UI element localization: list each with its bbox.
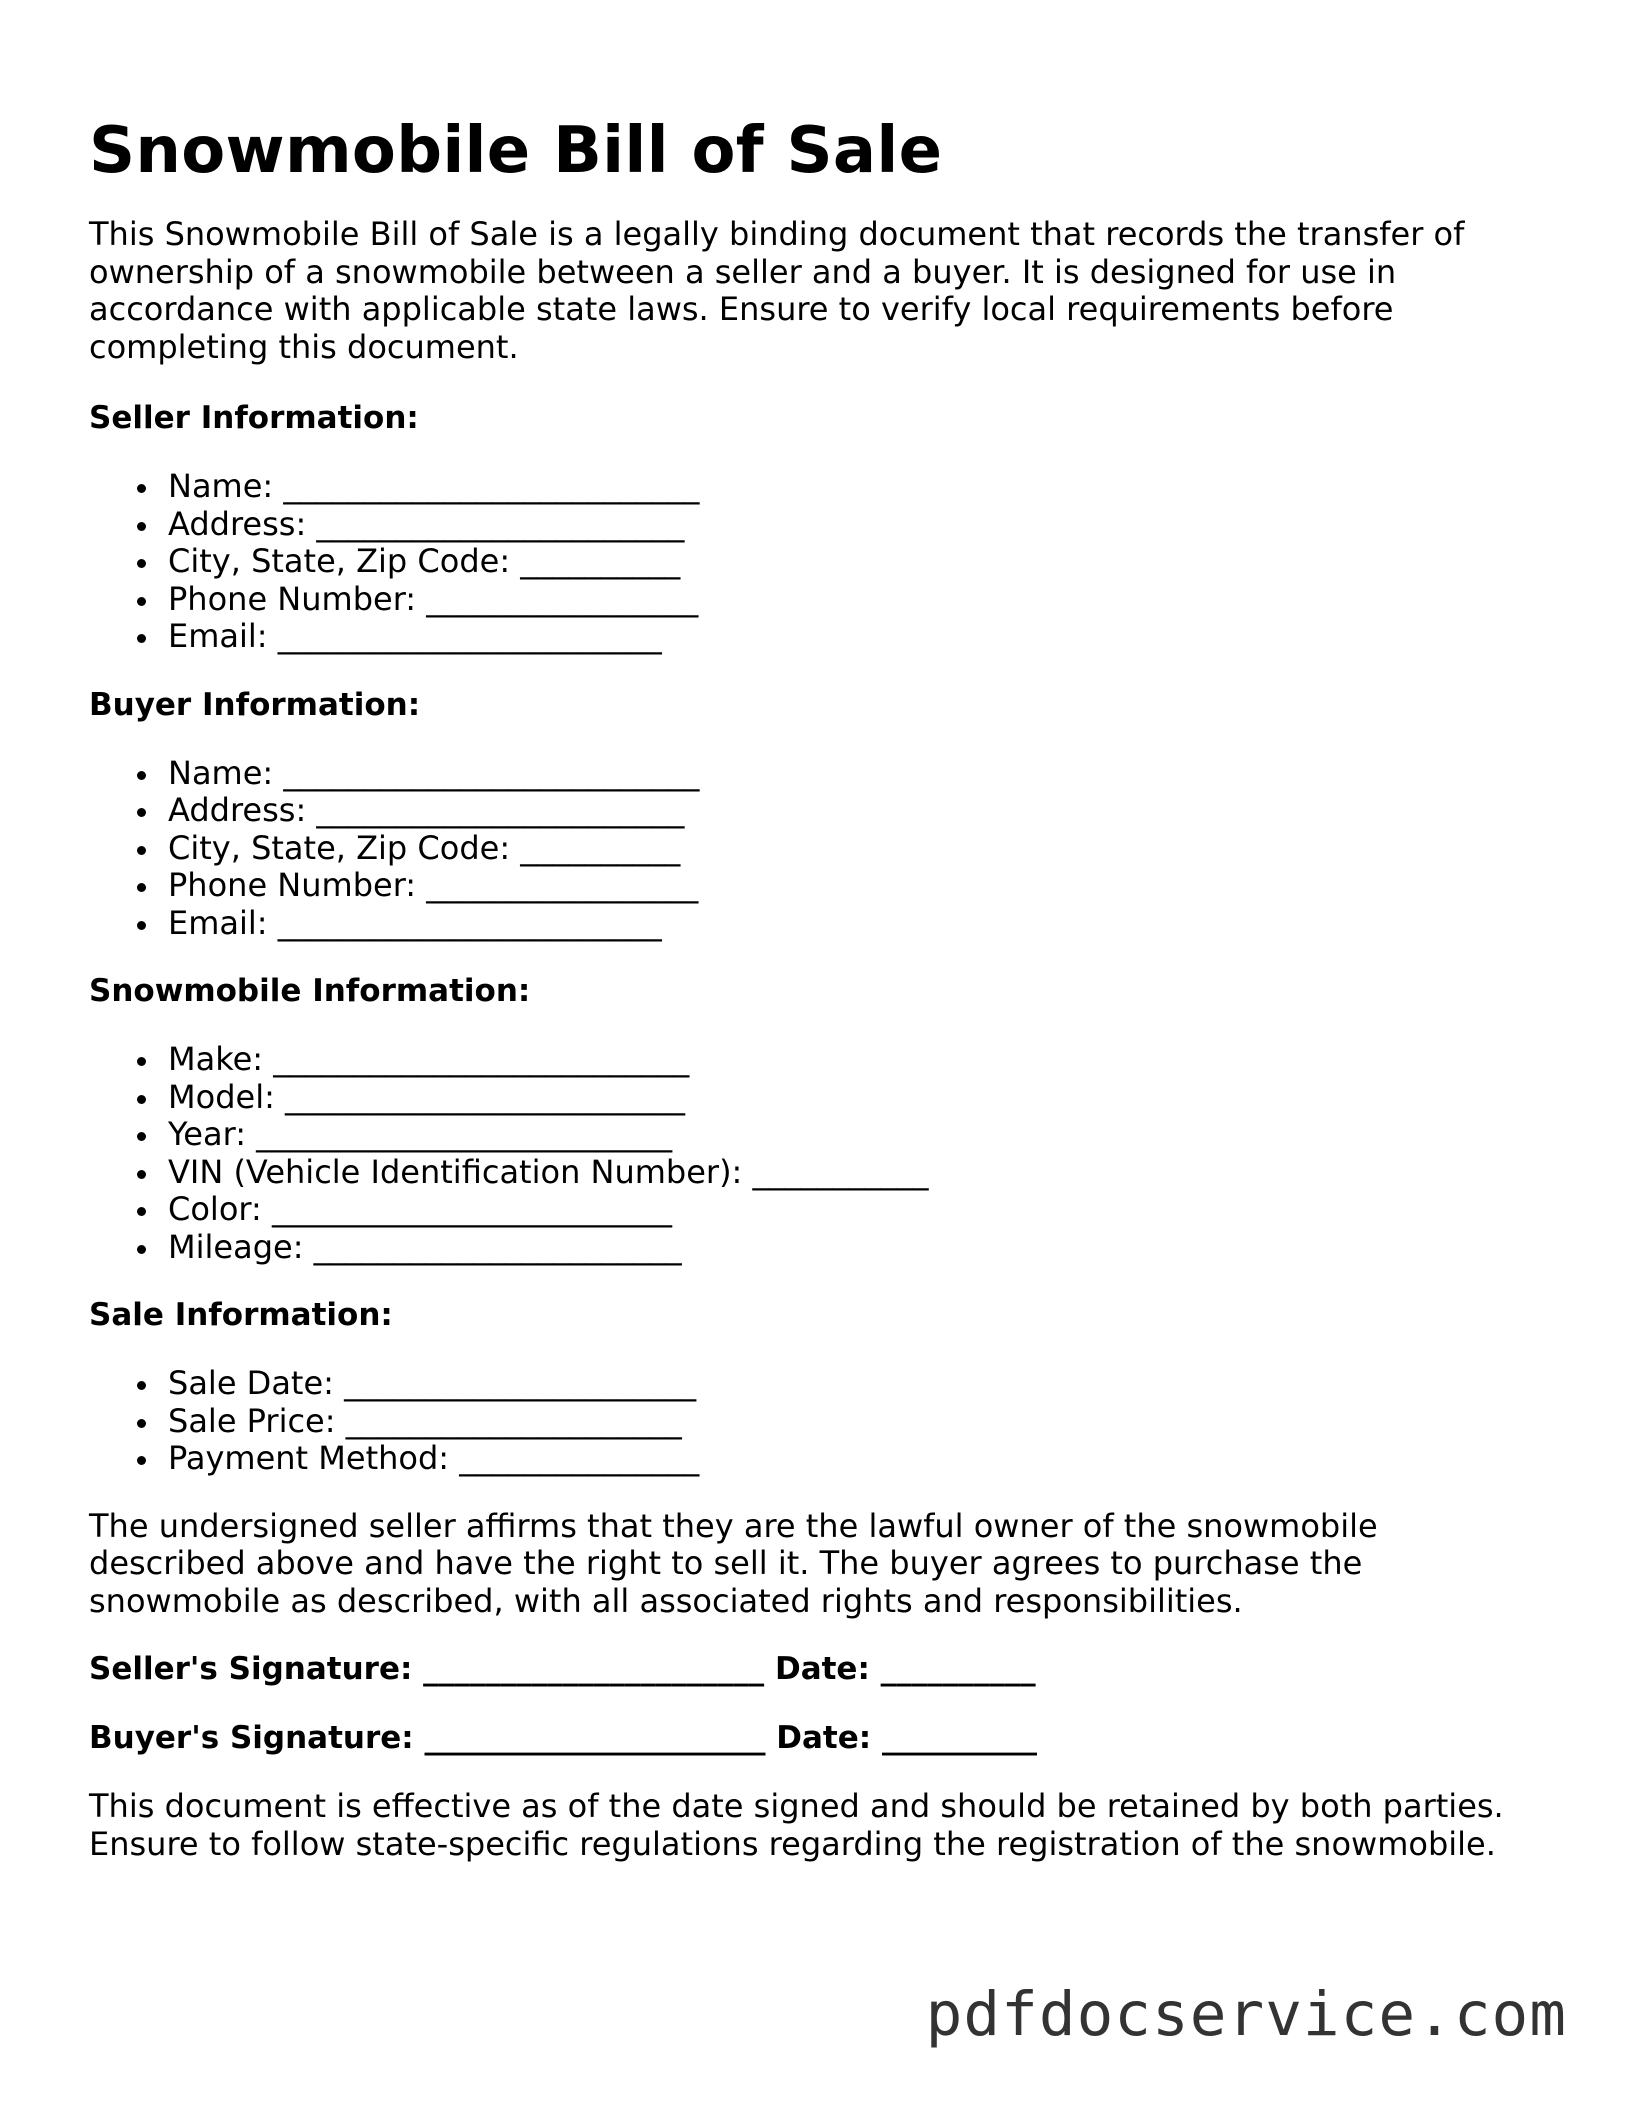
buyer-address-field: Address: _______________________	[168, 792, 1539, 830]
sale-section-heading: Sale Information:	[89, 1297, 393, 1333]
watermark: pdfdocservice.com	[925, 1979, 1567, 2050]
buyer-signature-line: Buyer's Signature: ______________________ Date: __________	[89, 1720, 1037, 1756]
buyer-section-heading: Buyer Information:	[89, 686, 421, 723]
sale-date-field: Sale Date: ______________________	[168, 1365, 1539, 1403]
snowmobile-color-field: Color: _________________________	[168, 1191, 1539, 1229]
intro-paragraph: This Snowmobile Bill of Sale is a legally binding document that records the transfer of ownership of a snowmobile between a seller and a buyer. It is designed for use in accordance with applicable state laws. Ensure to verify local requirements before completing this document.	[89, 215, 1465, 366]
seller-name-field: Name: __________________________	[168, 468, 1539, 506]
seller-phone-field: Phone Number: _________________	[168, 581, 1539, 619]
seller-section-heading: Seller Information:	[89, 400, 419, 436]
seller-city-state-zip-field: City, State, Zip Code: __________	[168, 543, 1539, 581]
snowmobile-section-heading: Snowmobile Information:	[89, 973, 531, 1009]
seller-signature-line: Seller's Signature: ______________________ Date: __________	[89, 1651, 1036, 1687]
snowmobile-year-field: Year: __________________________	[168, 1116, 1539, 1154]
snowmobile-model-field: Model: _________________________	[168, 1079, 1539, 1117]
sale-price-field: Sale Price: _____________________	[168, 1403, 1539, 1441]
snowmobile-make-field: Make: __________________________	[168, 1041, 1539, 1079]
buyer-phone-field: Phone Number: _________________	[168, 867, 1539, 905]
seller-email-field: Email: ________________________	[168, 618, 1539, 656]
affirmation-paragraph: The undersigned seller affirms that they are the lawful owner of the snowmobile described above and have the right to sell it. The buyer agrees to purchase the snowmobile as described, with all associated rights and responsibilities.	[89, 1506, 1378, 1620]
buyer-fields-list	[89, 755, 1539, 943]
seller-fields-list	[89, 468, 1539, 656]
buyer-city-state-zip-field: City, State, Zip Code: __________	[168, 830, 1539, 868]
snowmobile-mileage-field: Mileage: _______________________	[168, 1229, 1539, 1267]
buyer-email-field: Email: ________________________	[168, 905, 1539, 943]
payment-method-field: Payment Method: _______________	[168, 1440, 1539, 1478]
snowmobile-fields-list	[89, 1041, 1539, 1266]
snowmobile-vin-field: VIN (Vehicle Identification Number): ___________	[168, 1154, 1539, 1192]
closing-paragraph: This document is effective as of the date signed and should be retained by both parties. Ensure to follow state-specific regulations regarding the registration of the snowmobile.	[89, 1787, 1504, 1863]
document-page	[89, 108, 1539, 1863]
document-title: Snowmobile Bill of Sale	[89, 114, 943, 188]
sale-fields-list	[89, 1365, 1539, 1478]
seller-address-field: Address: _______________________	[168, 506, 1539, 544]
buyer-name-field: Name: __________________________	[168, 755, 1539, 793]
